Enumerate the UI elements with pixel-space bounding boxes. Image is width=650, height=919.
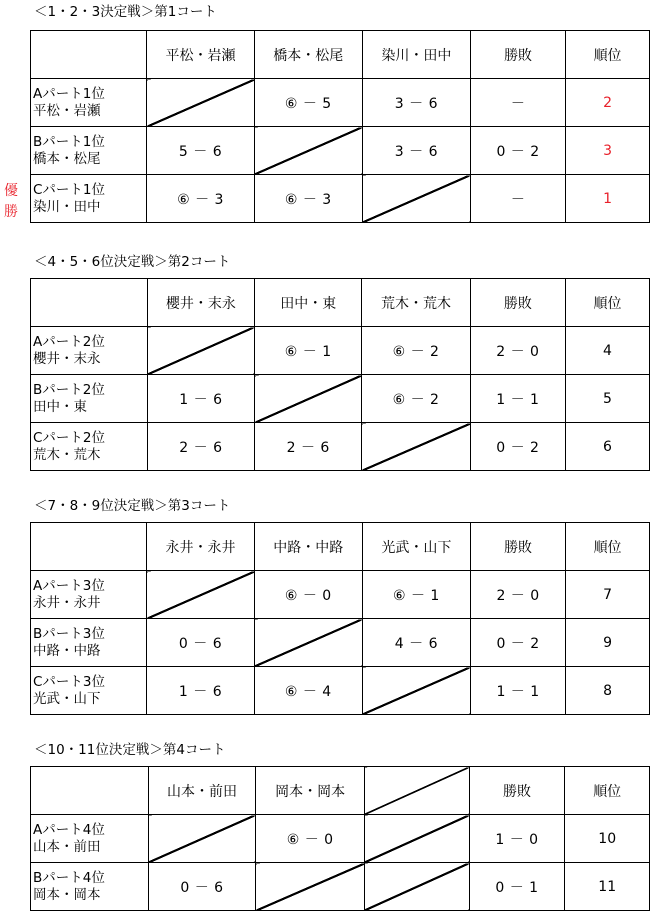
- table-row: [31, 667, 650, 715]
- score-cell: ⑥ － 0: [254, 571, 362, 619]
- score-cell: 2 － 6: [255, 423, 362, 471]
- team-label: 光武・山下: [33, 690, 101, 707]
- score-cell: ⑥ － 5: [254, 79, 362, 127]
- corner-cell: [31, 767, 149, 815]
- score-cell: 3 － 6: [362, 127, 470, 175]
- part-label: Bパート2位: [33, 381, 105, 398]
- corner-cell: [31, 31, 147, 79]
- column-header: 田中・東: [255, 279, 362, 327]
- rank-header: 順位: [566, 523, 650, 571]
- part-label: Cパート3位: [33, 673, 106, 690]
- column-header: 岡本・岡本: [256, 767, 365, 815]
- self-match-cell: [254, 619, 362, 667]
- bracket-title-4: ＜10・11位決定戦＞第4コート: [34, 742, 226, 758]
- column-header: 山本・前田: [148, 767, 256, 815]
- score-cell: ⑥ － 3: [254, 175, 362, 223]
- winner-mark: [2, 181, 20, 223]
- self-match-cell: [362, 667, 470, 715]
- team-label: 田中・東: [33, 398, 87, 415]
- score-cell: ⑥ － 2: [362, 327, 470, 375]
- score-cell: ⑥ － 2: [362, 375, 470, 423]
- bracket-table-3: [30, 522, 650, 715]
- table-row: [31, 863, 650, 911]
- table-row: [31, 127, 650, 175]
- score-cell: ⑥ － 1: [362, 571, 470, 619]
- part-label: Bパート4位: [33, 869, 105, 886]
- wl-cell: 0 － 1: [469, 863, 565, 911]
- rank-cell: 8: [566, 667, 650, 715]
- wl-cell: 0 － 2: [470, 423, 565, 471]
- wl-cell: 0 － 2: [471, 127, 566, 175]
- unused-cell: [364, 815, 469, 863]
- wl-header: 勝敗: [471, 523, 566, 571]
- rank-cell: 4: [565, 327, 649, 375]
- self-match-cell: [255, 375, 362, 423]
- part-label: Cパート2位: [33, 429, 106, 446]
- team-label: 中路・中路: [33, 642, 101, 659]
- row-label: [31, 423, 148, 471]
- row-label: [31, 667, 147, 715]
- wl-cell: 1 － 1: [470, 375, 565, 423]
- score-cell: 1 － 6: [147, 375, 254, 423]
- rank-header: 順位: [565, 279, 649, 327]
- header-row: [31, 767, 650, 815]
- row-label: [31, 863, 149, 911]
- bracket-table-4: [30, 766, 650, 911]
- score-cell: 2 － 6: [147, 423, 254, 471]
- row-label: [31, 815, 149, 863]
- team-label: 染川・田中: [33, 198, 101, 215]
- bracket-title-2: ＜4・5・6位決定戦＞第2コート: [34, 254, 231, 270]
- part-label: Aパート1位: [33, 85, 105, 102]
- score-cell: ⑥ － 4: [254, 667, 362, 715]
- table-row: [31, 327, 650, 375]
- rank-cell: 3: [566, 127, 650, 175]
- score-cell: 5 － 6: [147, 127, 254, 175]
- self-match-cell: [362, 175, 470, 223]
- row-label: [31, 619, 147, 667]
- wl-header: 勝敗: [470, 279, 565, 327]
- part-label: Bパート3位: [33, 625, 105, 642]
- team-label: 平松・岩瀬: [33, 102, 101, 119]
- part-label: Cパート1位: [33, 181, 106, 198]
- rank-cell: 6: [565, 423, 649, 471]
- bracket-title-3: ＜7・8・9位決定戦＞第3コート: [34, 498, 231, 514]
- unused-column-header: [364, 767, 469, 815]
- team-label: 櫻井・末永: [33, 350, 101, 367]
- self-match-cell: [147, 327, 254, 375]
- part-label: Aパート4位: [33, 821, 105, 838]
- self-match-cell: [256, 863, 365, 911]
- wl-cell: 2 － 0: [471, 571, 566, 619]
- winner-mark-char-2: 勝: [4, 204, 18, 220]
- header-row: [31, 279, 650, 327]
- table-row: [31, 79, 650, 127]
- rank-cell: 9: [566, 619, 650, 667]
- header-row: [31, 523, 650, 571]
- wl-cell: 1 － 0: [469, 815, 565, 863]
- column-header: 染川・田中: [362, 31, 470, 79]
- column-header: 光武・山下: [362, 523, 470, 571]
- score-cell: 0 － 6: [148, 863, 256, 911]
- rank-cell: 2: [566, 79, 650, 127]
- self-match-cell: [147, 571, 254, 619]
- wl-cell: 0 － 2: [471, 619, 566, 667]
- corner-cell: [31, 523, 147, 571]
- score-cell: ⑥ － 0: [256, 815, 365, 863]
- score-cell: 1 － 6: [147, 667, 254, 715]
- winner-mark-char-1: 優: [4, 183, 18, 199]
- column-header: 橋本・松尾: [254, 31, 362, 79]
- table-row: [31, 571, 650, 619]
- team-label: 橋本・松尾: [33, 150, 101, 167]
- table-row: [31, 375, 650, 423]
- table-row: [31, 175, 650, 223]
- wl-cell: 1 － 1: [471, 667, 566, 715]
- row-label: [31, 79, 147, 127]
- row-label: [31, 327, 148, 375]
- self-match-cell: [254, 127, 362, 175]
- wl-header: 勝敗: [469, 767, 565, 815]
- rank-cell: 11: [565, 863, 650, 911]
- score-cell: 3 － 6: [362, 79, 470, 127]
- table-row: [31, 423, 650, 471]
- row-label: [31, 175, 147, 223]
- score-cell: 0 － 6: [147, 619, 254, 667]
- part-label: Aパート3位: [33, 577, 105, 594]
- unused-cell: [364, 863, 469, 911]
- rank-header: 順位: [566, 31, 650, 79]
- corner-cell: [31, 279, 148, 327]
- table-row: [31, 815, 650, 863]
- team-label: 永井・永井: [33, 594, 101, 611]
- rank-cell: 10: [565, 815, 650, 863]
- column-header: 平松・岩瀬: [147, 31, 254, 79]
- wl-cell: －: [471, 79, 566, 127]
- rank-cell: 7: [566, 571, 650, 619]
- column-header: 櫻井・末永: [147, 279, 254, 327]
- bracket-title-1: ＜1・2・3決定戦＞第1コート: [34, 4, 217, 20]
- part-label: Bパート1位: [33, 133, 105, 150]
- self-match-cell: [148, 815, 256, 863]
- team-label: 山本・前田: [33, 838, 101, 855]
- team-label: 荒木・荒木: [33, 446, 101, 463]
- score-cell: ⑥ － 3: [147, 175, 254, 223]
- team-label: 岡本・岡本: [33, 886, 101, 903]
- column-header: 永井・永井: [147, 523, 254, 571]
- row-label: [31, 375, 148, 423]
- bracket-table-1: [30, 30, 650, 223]
- wl-header: 勝敗: [471, 31, 566, 79]
- part-label: Aパート2位: [33, 333, 105, 350]
- header-row: [31, 31, 650, 79]
- wl-cell: 2 － 0: [470, 327, 565, 375]
- self-match-cell: [147, 79, 254, 127]
- rank-cell: 1: [566, 175, 650, 223]
- row-label: [31, 127, 147, 175]
- rank-header: 順位: [565, 767, 650, 815]
- self-match-cell: [362, 423, 470, 471]
- bracket-table-2: [30, 278, 650, 471]
- row-label: [31, 571, 147, 619]
- rank-cell: 5: [565, 375, 649, 423]
- column-header: 中路・中路: [254, 523, 362, 571]
- score-cell: ⑥ － 1: [255, 327, 362, 375]
- score-cell: 4 － 6: [362, 619, 470, 667]
- column-header: 荒木・荒木: [362, 279, 470, 327]
- table-row: [31, 619, 650, 667]
- wl-cell: －: [471, 175, 566, 223]
